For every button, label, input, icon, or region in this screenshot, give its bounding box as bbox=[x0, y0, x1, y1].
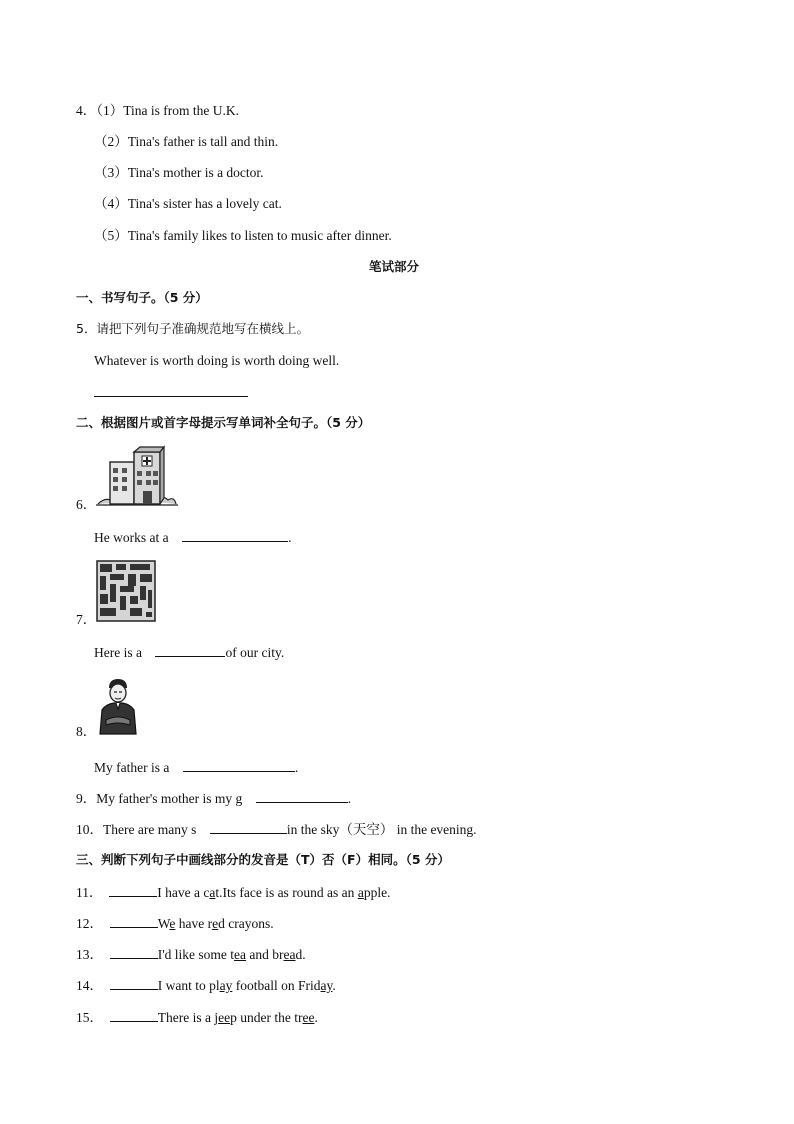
q10-sentence bbox=[76, 821, 477, 838]
city-map-picture bbox=[96, 560, 156, 622]
hospital-picture bbox=[96, 444, 178, 510]
q6-answer-blank[interactable] bbox=[182, 529, 288, 542]
section1-heading: 一、书写句子。（5 分） bbox=[76, 290, 208, 305]
q15-answer-blank[interactable] bbox=[110, 1009, 158, 1022]
q5-answer-line[interactable] bbox=[94, 396, 248, 397]
q13-underlined-2: ea bbox=[283, 947, 296, 962]
q14-text-e: . bbox=[332, 978, 336, 993]
q9-answer-blank[interactable] bbox=[256, 790, 348, 803]
q6-prefix: He works at a bbox=[94, 530, 169, 545]
q4-line-5: （5）Tina's family likes to listen to music after dinner. bbox=[94, 228, 392, 243]
q11-text-e: pple. bbox=[363, 885, 391, 900]
q5-sentence: Whatever is worth doing is worth doing well. bbox=[94, 353, 340, 368]
q11-underlined-2: a bbox=[357, 885, 364, 900]
q6-suffix: . bbox=[288, 530, 292, 545]
q12-number: 12． bbox=[76, 916, 103, 931]
q7-suffix: of our city. bbox=[225, 645, 285, 660]
q12-text-a: W bbox=[157, 916, 170, 931]
q4-line-4: （4）Tina's sister has a lovely cat. bbox=[94, 196, 282, 211]
q11-answer-blank[interactable] bbox=[109, 884, 157, 897]
q12-text-e: d crayons. bbox=[218, 916, 274, 931]
q9-suffix: . bbox=[347, 791, 352, 806]
q4-line-1: 4．（1）Tina is from the U.K. bbox=[76, 103, 240, 118]
q8-number: 8． bbox=[76, 724, 97, 739]
q15-text-e: . bbox=[314, 1010, 318, 1025]
q15-text-a: There is a j bbox=[157, 1010, 219, 1025]
q10-answer-blank[interactable] bbox=[210, 821, 287, 834]
q13-text-e: d. bbox=[295, 947, 306, 962]
q8-prefix: My father is a bbox=[94, 760, 170, 775]
q10-suffix: in the sky（天空） in the evening. bbox=[286, 822, 477, 837]
q15-underlined-1: ee bbox=[218, 1010, 231, 1025]
q15-number: 15． bbox=[76, 1010, 103, 1025]
q11-underlined-1: a bbox=[209, 885, 216, 900]
q14-underlined-1: ay bbox=[219, 978, 233, 993]
q14-text-a: I want to pl bbox=[157, 978, 220, 993]
section3-heading: 三、判断下列句子中画线部分的发音是（T）否（F）相同。（5 分） bbox=[76, 852, 450, 867]
q12-answer-blank[interactable] bbox=[110, 915, 158, 928]
q7-sentence bbox=[94, 644, 284, 661]
q4-line-3: （3）Tina's mother is a doctor. bbox=[94, 165, 264, 180]
q11-number: 11． bbox=[76, 885, 103, 900]
man-picture bbox=[96, 676, 140, 736]
q7-answer-blank[interactable] bbox=[155, 644, 225, 657]
q14-answer-blank[interactable] bbox=[110, 977, 158, 990]
q14-number: 14． bbox=[76, 978, 103, 993]
q12-text-c: have r bbox=[175, 916, 213, 931]
q9-sentence bbox=[76, 790, 351, 807]
q13-answer-blank[interactable] bbox=[110, 946, 158, 959]
q7-number: 7． bbox=[76, 612, 97, 627]
q11-text-a: I have a c bbox=[157, 885, 210, 900]
q5-prompt: 5．请把下列句子准确规范地写在横线上。 bbox=[76, 321, 309, 336]
q13-text-c: and br bbox=[246, 947, 284, 962]
q4-line-2: （2）Tina's father is tall and thin. bbox=[94, 134, 279, 149]
q15-underlined-2: ee bbox=[302, 1010, 315, 1025]
written-part-title: 笔试部分 bbox=[369, 259, 420, 274]
q14-sentence bbox=[76, 977, 336, 994]
q12-sentence bbox=[76, 915, 274, 932]
q8-answer-blank[interactable] bbox=[183, 759, 295, 772]
q13-sentence bbox=[76, 946, 306, 963]
q9-prefix: 9．My father's mother is my g bbox=[76, 791, 243, 806]
q6-sentence bbox=[94, 529, 291, 546]
q6-number: 6． bbox=[76, 497, 97, 512]
q13-number: 13． bbox=[76, 947, 103, 962]
q15-text-c: p under the tr bbox=[230, 1010, 303, 1025]
q13-underlined-1: ea bbox=[234, 947, 247, 962]
section2-heading: 二、根据图片或首字母提示写单词补全句子。（5 分） bbox=[76, 415, 371, 430]
q11-sentence bbox=[76, 884, 390, 901]
q12-underlined-2: e bbox=[212, 916, 219, 931]
q15-sentence bbox=[76, 1009, 318, 1026]
q10-prefix: 10．There are many s bbox=[76, 822, 197, 837]
q8-sentence bbox=[94, 759, 298, 776]
q11-text-c: t.Its face is as round as an bbox=[215, 885, 358, 900]
q7-prefix: Here is a bbox=[94, 645, 142, 660]
q13-text-a: I'd like some t bbox=[157, 947, 235, 962]
q14-underlined-2: ay bbox=[320, 978, 333, 993]
q8-suffix: . bbox=[294, 760, 299, 775]
q14-text-c: football on Frid bbox=[232, 978, 321, 993]
q12-underlined-1: e bbox=[169, 916, 176, 931]
